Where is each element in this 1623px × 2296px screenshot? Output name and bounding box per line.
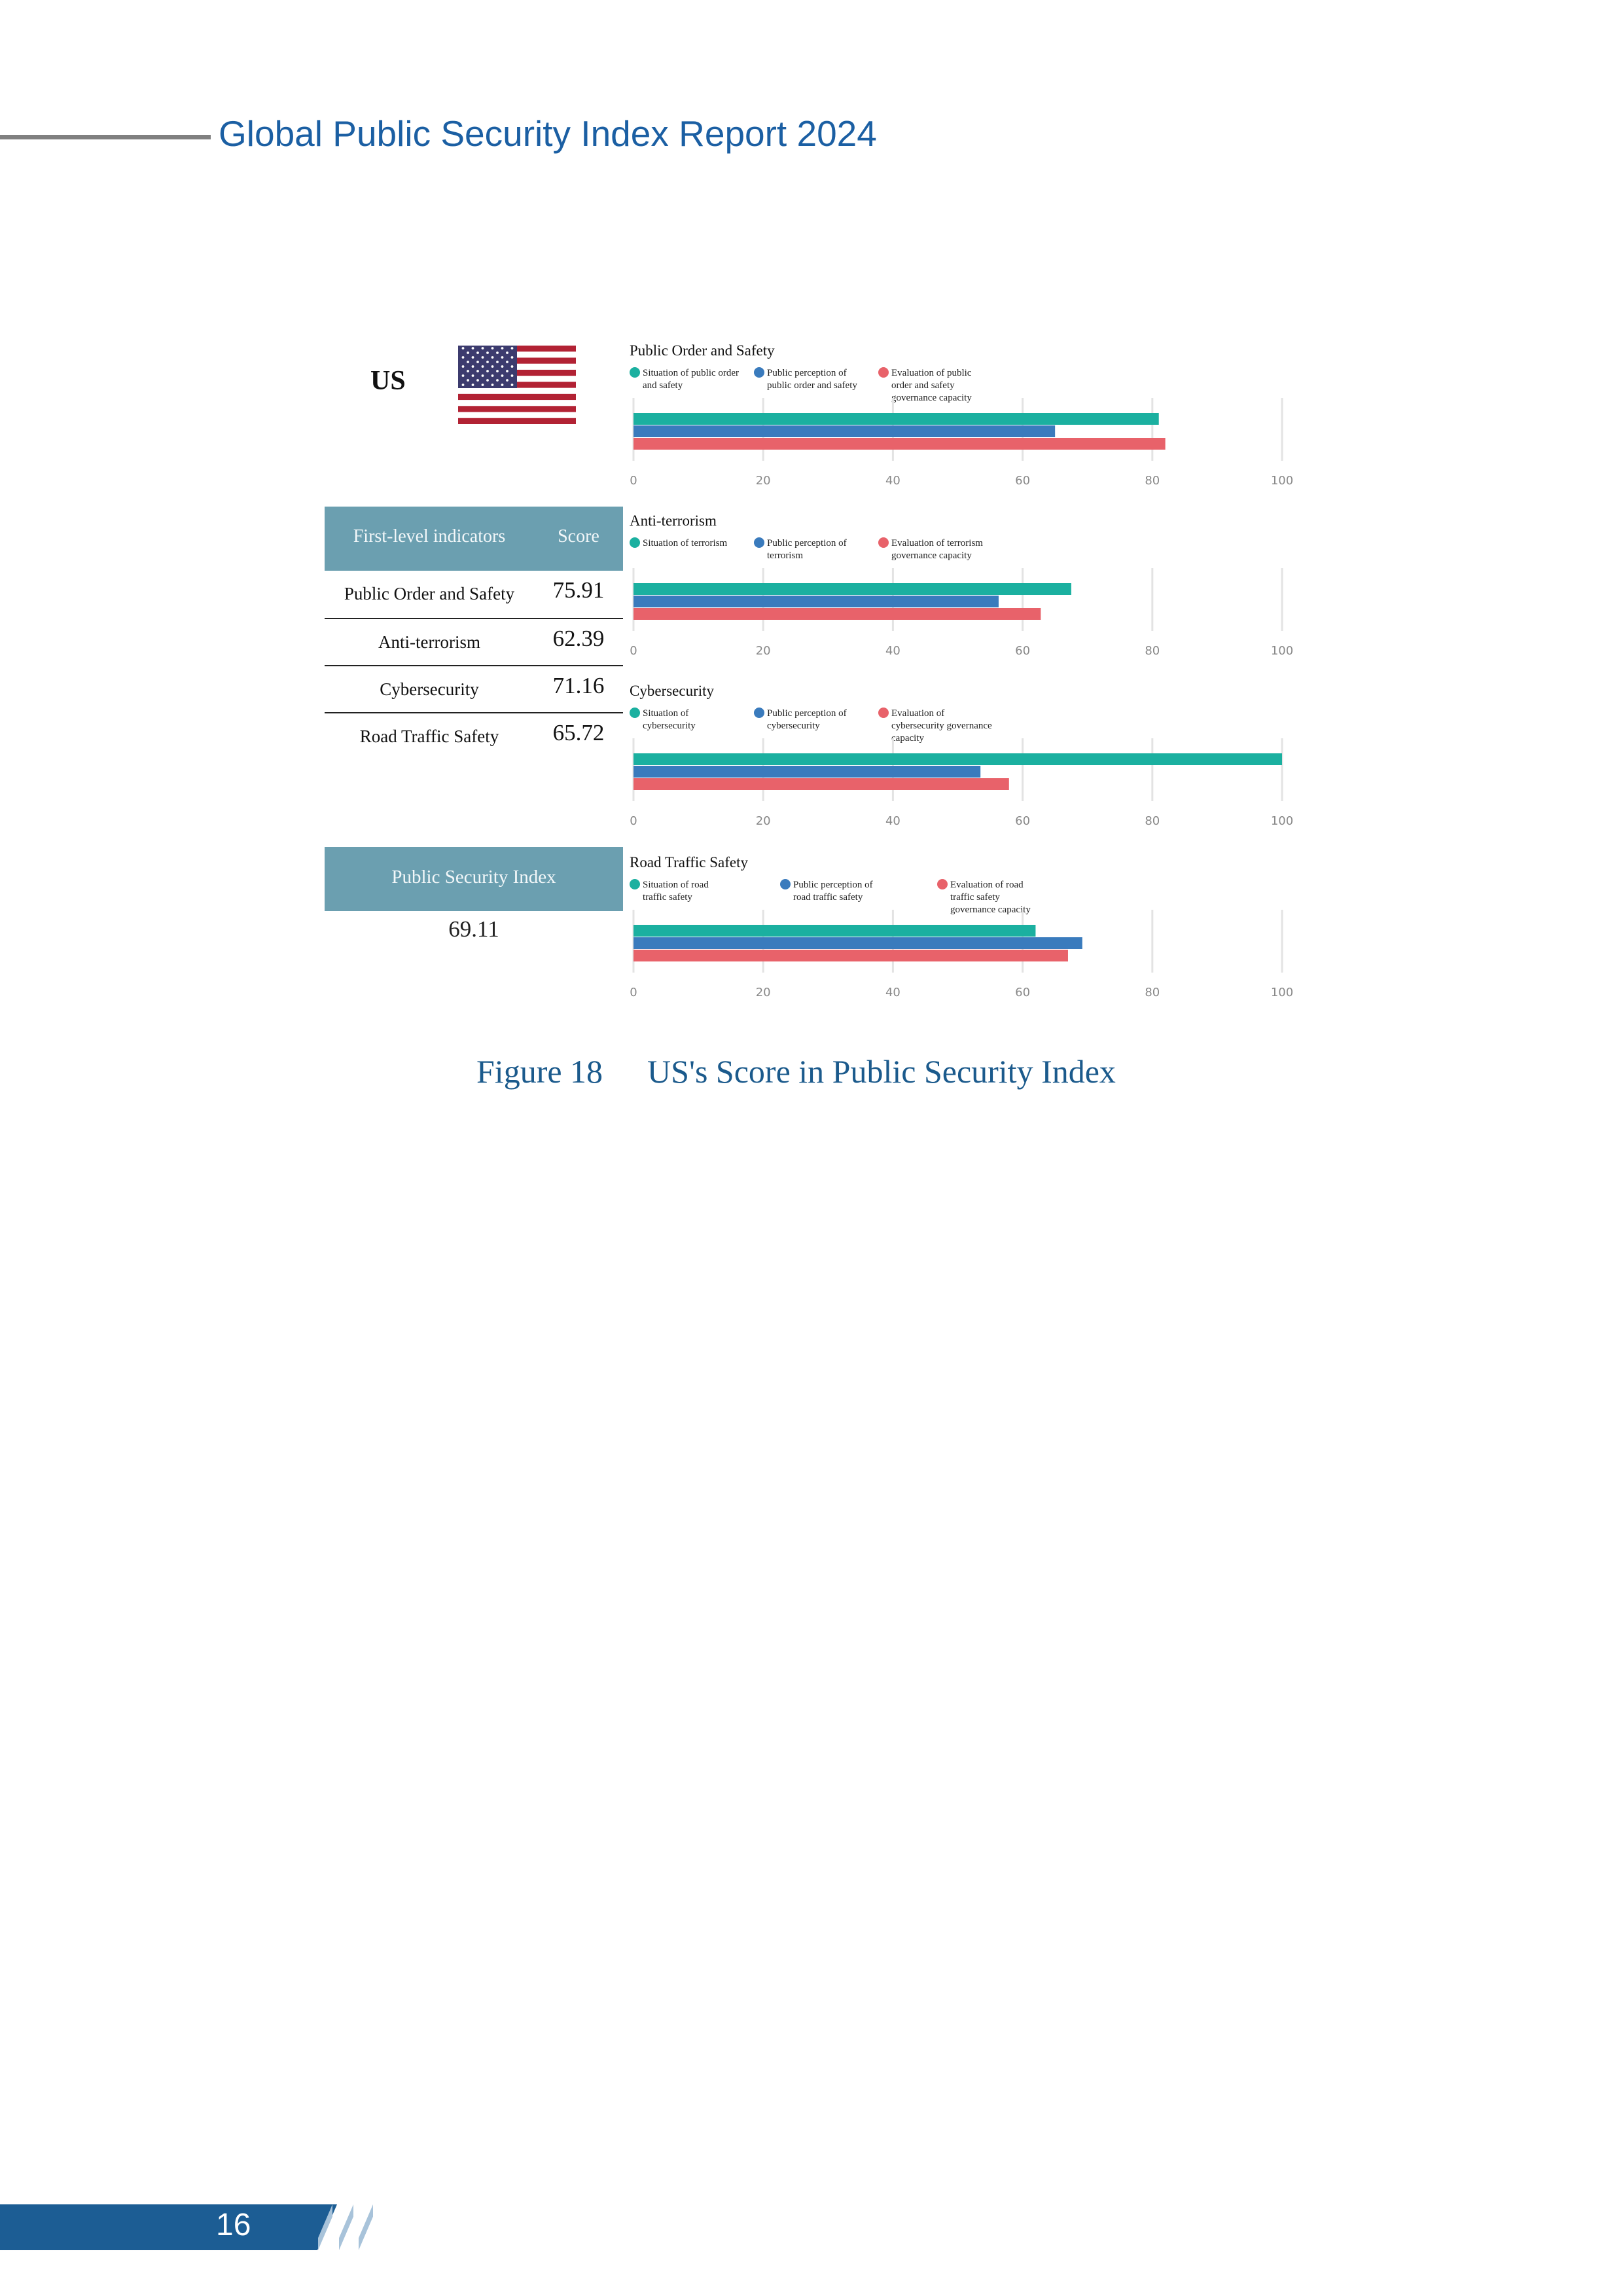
legend-label: capacity bbox=[891, 733, 924, 744]
legend-label: Public perception of bbox=[793, 880, 873, 890]
psi-header bbox=[325, 847, 623, 911]
bar bbox=[633, 766, 980, 778]
footer-stripe bbox=[339, 2204, 353, 2250]
legend-label: governance capacity bbox=[891, 550, 972, 561]
legend-label: public order and safety bbox=[767, 380, 857, 391]
figure-title: US's Score in Public Security Index bbox=[647, 1053, 1116, 1090]
tick-label: 0 bbox=[630, 474, 637, 488]
legend-label: Situation of road bbox=[643, 880, 709, 890]
tick-label: 60 bbox=[1015, 644, 1031, 658]
chart-title: Anti-terrorism bbox=[630, 512, 717, 529]
legend-label: cybersecurity bbox=[643, 721, 696, 731]
indicator-label: Cybersecurity bbox=[380, 679, 479, 699]
chart-title: Road Traffic Safety bbox=[630, 854, 749, 870]
bar bbox=[633, 438, 1166, 450]
bar bbox=[633, 778, 1009, 790]
report-title: Global Public Security Index Report 2024 bbox=[219, 113, 877, 154]
legend-label: Evaluation of bbox=[891, 708, 945, 719]
legend-marker bbox=[630, 879, 640, 889]
legend-label: Public perception of bbox=[767, 538, 847, 548]
bar bbox=[633, 608, 1041, 620]
tick-label: 40 bbox=[885, 986, 901, 999]
bar bbox=[633, 583, 1071, 595]
legend-marker bbox=[878, 537, 889, 548]
country-label: US bbox=[370, 366, 406, 396]
header-rule bbox=[0, 135, 211, 139]
legend-marker bbox=[630, 537, 640, 548]
chart-title: Cybersecurity bbox=[630, 683, 715, 699]
legend-label: Situation of public order bbox=[643, 368, 740, 378]
figure-number: Figure 18 bbox=[476, 1053, 603, 1090]
page-number: 16 bbox=[216, 2208, 251, 2242]
tick-label: 0 bbox=[630, 814, 637, 828]
table-row bbox=[325, 713, 623, 761]
indicator-score: 65.72 bbox=[552, 720, 605, 745]
tick-label: 40 bbox=[885, 814, 901, 828]
table-row bbox=[325, 571, 623, 618]
bar bbox=[633, 925, 1035, 937]
legend-label: Evaluation of public bbox=[891, 368, 972, 378]
tick-label: 40 bbox=[885, 474, 901, 488]
legend-label: road traffic safety bbox=[793, 892, 863, 903]
psi-value: 69.11 bbox=[448, 916, 499, 942]
chart-road-traffic bbox=[626, 852, 1319, 1016]
table-row bbox=[325, 666, 623, 713]
legend-marker bbox=[630, 367, 640, 378]
indicator-score: 75.91 bbox=[552, 577, 605, 603]
legend-label: governance capacity bbox=[950, 905, 1031, 915]
tick-label: 20 bbox=[755, 644, 771, 658]
footer-stripe bbox=[359, 2204, 373, 2250]
bar bbox=[633, 937, 1082, 949]
tick-label: 20 bbox=[755, 474, 771, 488]
tick-label: 20 bbox=[755, 986, 771, 999]
indicator-label: Anti-terrorism bbox=[378, 632, 480, 652]
bar bbox=[633, 413, 1159, 425]
tick-label: 100 bbox=[1270, 986, 1294, 999]
legend-marker bbox=[878, 708, 889, 718]
page-footer-band bbox=[0, 2204, 337, 2250]
legend-label: Public perception of bbox=[767, 708, 847, 719]
indicator-label: Road Traffic Safety bbox=[359, 726, 499, 746]
legend-label: terrorism bbox=[767, 550, 803, 561]
tick-label: 100 bbox=[1270, 474, 1294, 488]
tick-label: 0 bbox=[630, 644, 637, 658]
legend-marker bbox=[754, 537, 764, 548]
figure-caption bbox=[476, 1052, 1116, 1090]
legend-label: traffic safety bbox=[950, 892, 1000, 903]
chart-cybersecurity bbox=[626, 681, 1319, 844]
legend-label: order and safety bbox=[891, 380, 955, 391]
tick-label: 60 bbox=[1015, 474, 1031, 488]
legend-marker bbox=[878, 367, 889, 378]
tick-label: 80 bbox=[1145, 644, 1160, 658]
tick-label: 0 bbox=[630, 986, 637, 999]
bar bbox=[633, 425, 1055, 437]
legend-marker bbox=[630, 708, 640, 718]
legend-label: Evaluation of terrorism bbox=[891, 538, 983, 548]
tick-label: 60 bbox=[1015, 814, 1031, 828]
tick-label: 60 bbox=[1015, 986, 1031, 999]
tick-label: 80 bbox=[1145, 814, 1160, 828]
legend-label: Situation of terrorism bbox=[643, 538, 728, 548]
legend-label: traffic safety bbox=[643, 892, 692, 903]
header-score: Score bbox=[558, 526, 599, 547]
tick-label: 40 bbox=[885, 644, 901, 658]
tick-label: 80 bbox=[1145, 986, 1160, 999]
legend-label: Situation of bbox=[643, 708, 689, 719]
legend-label: Public perception of bbox=[767, 368, 847, 378]
legend-label: cybersecurity bbox=[767, 721, 820, 731]
bar bbox=[633, 950, 1068, 961]
chart-title: Public Order and Safety bbox=[630, 342, 775, 359]
us-flag-icon bbox=[458, 346, 576, 424]
psi-label: Public Security Index bbox=[391, 867, 556, 888]
header-indicators: First-level indicators bbox=[353, 526, 506, 547]
legend-label: governance capacity bbox=[891, 393, 972, 403]
bar bbox=[633, 753, 1282, 765]
legend-marker bbox=[780, 879, 791, 889]
legend-marker bbox=[937, 879, 948, 889]
table-row bbox=[325, 619, 623, 666]
legend-marker bbox=[754, 708, 764, 718]
legend-label: Evaluation of road bbox=[950, 880, 1024, 890]
legend-marker bbox=[754, 367, 764, 378]
indicator-score: 62.39 bbox=[552, 626, 605, 651]
tick-label: 100 bbox=[1270, 644, 1294, 658]
chart-public-order bbox=[626, 340, 1319, 504]
tick-label: 100 bbox=[1270, 814, 1294, 828]
chart-anti-terrorism bbox=[626, 511, 1319, 674]
indicator-table-header bbox=[325, 507, 623, 571]
indicator-label: Public Order and Safety bbox=[344, 584, 515, 603]
legend-label: cybersecurity governance bbox=[891, 721, 992, 731]
legend-label: and safety bbox=[643, 380, 683, 391]
tick-label: 20 bbox=[755, 814, 771, 828]
indicator-score: 71.16 bbox=[552, 673, 605, 698]
bar bbox=[633, 596, 999, 607]
tick-label: 80 bbox=[1145, 474, 1160, 488]
